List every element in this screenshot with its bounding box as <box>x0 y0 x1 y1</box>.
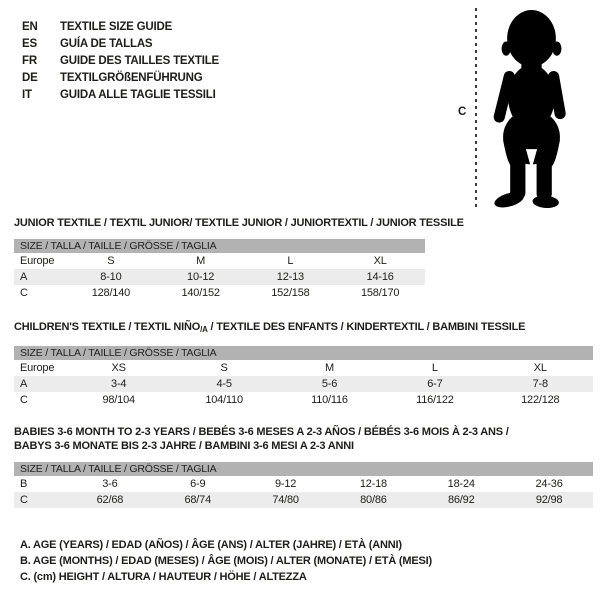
height-cell: 152/158 <box>271 287 310 299</box>
size-header-bar: SIZE / TALLA / TAILLE / GRÖSSE / TAGLIA <box>14 462 593 476</box>
row-label: Europe <box>20 362 55 374</box>
row-label: Europe <box>20 255 55 267</box>
table-row-height <box>14 392 593 408</box>
language-row-it <box>22 86 219 103</box>
months-cell: 18-24 <box>447 478 475 490</box>
months-cell: 24-36 <box>535 478 563 490</box>
age-cell: 14-16 <box>366 271 394 283</box>
children-title-sub: /A <box>200 325 208 334</box>
age-cell: 6-7 <box>427 378 443 390</box>
size-cell: S <box>220 362 228 374</box>
row-label: A <box>20 271 28 283</box>
babies-section-title-line2: BABYS 3-6 MONATE BIS 2-3 JAHRE / BAMBINI 3-6 MESI A 2-3 ANNI <box>14 440 354 452</box>
size-header-bar: SIZE / TALLA / TAILLE / GRÖSSE / TAGLIA <box>14 239 425 253</box>
language-row-de <box>22 69 219 86</box>
height-measure-label: C <box>458 106 467 118</box>
language-code: DE <box>22 71 38 84</box>
size-cell: XS <box>111 362 126 374</box>
babies-section <box>14 425 593 508</box>
height-cell: 110/116 <box>311 394 348 406</box>
row-label: C <box>20 287 28 299</box>
language-label: GUIDA ALLE TAGLIE TESSILI <box>60 88 216 101</box>
language-code: FR <box>22 54 37 67</box>
language-code: IT <box>22 88 32 101</box>
height-dotted-line <box>475 8 477 211</box>
size-cell: L <box>431 362 438 374</box>
language-code: ES <box>22 37 37 50</box>
language-row-es <box>22 35 219 52</box>
height-cell: 92/98 <box>535 494 563 506</box>
months-cell: 3-6 <box>102 478 118 490</box>
language-label: TEXTILE SIZE GUIDE <box>60 20 173 33</box>
row-label: C <box>20 394 28 406</box>
junior-section-title: JUNIOR TEXTILE / TEXTIL JUNIOR/ TEXTILE JUNIOR / JUNIORTEXTIL / JUNIOR TESSILE <box>14 217 464 229</box>
babies-size-table <box>14 462 593 508</box>
height-cell: 158/170 <box>360 287 400 299</box>
junior-section <box>14 216 593 301</box>
age-cell: 12-13 <box>276 271 304 283</box>
babies-section-title-line1: BABIES 3-6 MONTH TO 2-3 YEARS / BEBÉS 3-6 MESES A 2-3 AÑOS / BÉBÉS 3-6 MOIS À 2-3 ANS / <box>14 426 509 438</box>
height-cell: 74/80 <box>272 494 299 506</box>
height-measurement-figure <box>450 4 598 216</box>
language-label: TEXTILGRÖßENFÜHRUNG <box>60 71 203 84</box>
table-row-europe <box>14 360 593 376</box>
height-cell: 140/152 <box>181 287 220 299</box>
language-label: GUIDE DES TAILLES TEXTILE <box>60 54 219 67</box>
age-cell: 10-12 <box>187 271 215 283</box>
height-cell: 116/122 <box>416 394 454 406</box>
language-code: EN <box>22 20 38 33</box>
height-cell: 104/110 <box>205 394 243 406</box>
toddler-silhouette-icon <box>482 8 580 211</box>
footnote-age-years: A. AGE (YEARS) / EDAD (AÑOS) / ÂGE (ANS) / ALTER (JAHRE) / ETÀ (ANNI) <box>20 539 402 551</box>
table-row-height <box>14 285 425 301</box>
children-size-table <box>14 346 593 408</box>
row-label: B <box>20 478 28 490</box>
months-cell: 9-12 <box>274 478 297 490</box>
table-row-height <box>14 492 593 508</box>
height-cell: 128/140 <box>91 287 131 299</box>
row-label: A <box>20 378 28 390</box>
table-row-age <box>14 269 425 285</box>
size-cell: S <box>107 255 115 267</box>
table-row-age <box>14 376 593 392</box>
size-cell: XL <box>533 362 547 374</box>
height-cell: 86/92 <box>447 494 475 506</box>
legend-footnotes <box>20 537 432 585</box>
size-cell: M <box>196 255 206 267</box>
size-header-bar: SIZE / TALLA / TAILLE / GRÖSSE / TAGLIA <box>14 346 593 360</box>
age-cell: 7-8 <box>532 378 548 390</box>
children-section <box>14 320 593 408</box>
children-section-title <box>14 320 593 337</box>
height-cell: 98/104 <box>102 394 135 406</box>
height-cell: 62/68 <box>96 494 124 506</box>
age-cell: 5-6 <box>321 378 338 390</box>
months-cell: 12-18 <box>359 478 387 490</box>
age-cell: 3-4 <box>111 378 127 390</box>
language-row-en <box>22 18 219 35</box>
size-cell: L <box>287 255 294 267</box>
children-title-part1: CHILDREN'S TEXTILE / TEXTIL NIÑO <box>14 321 201 333</box>
months-cell: 6-9 <box>190 478 206 490</box>
height-cell: 122/128 <box>521 394 560 406</box>
age-cell: 4-5 <box>216 378 232 390</box>
language-label: GUÍA DE TALLAS <box>60 37 153 50</box>
footnote-height-cm: C. (cm) HEIGHT / ALTURA / HAUTEUR / HÖHE / ALTEZZA <box>20 571 307 583</box>
table-row-europe <box>14 253 425 269</box>
row-label: C <box>20 494 28 506</box>
footnote-age-months: B. AGE (MONTHS) / EDAD (MESES) / ÂGE (MOIS) / ALTER (MONATE) / ETÀ (MESI) <box>20 555 432 567</box>
junior-size-table <box>14 239 425 301</box>
height-cell: 80/86 <box>360 494 387 506</box>
table-row-months <box>14 476 593 492</box>
language-header <box>22 18 219 103</box>
size-cell: M <box>325 362 334 374</box>
age-cell: 8-10 <box>100 271 122 283</box>
size-cell: XL <box>373 255 387 267</box>
language-row-fr <box>22 52 219 69</box>
children-title-part2: / TEXTILE DES ENFANTS / KINDERTEXTIL / BAMBINI TESSILE <box>207 321 526 333</box>
height-cell: 68/74 <box>184 494 211 506</box>
